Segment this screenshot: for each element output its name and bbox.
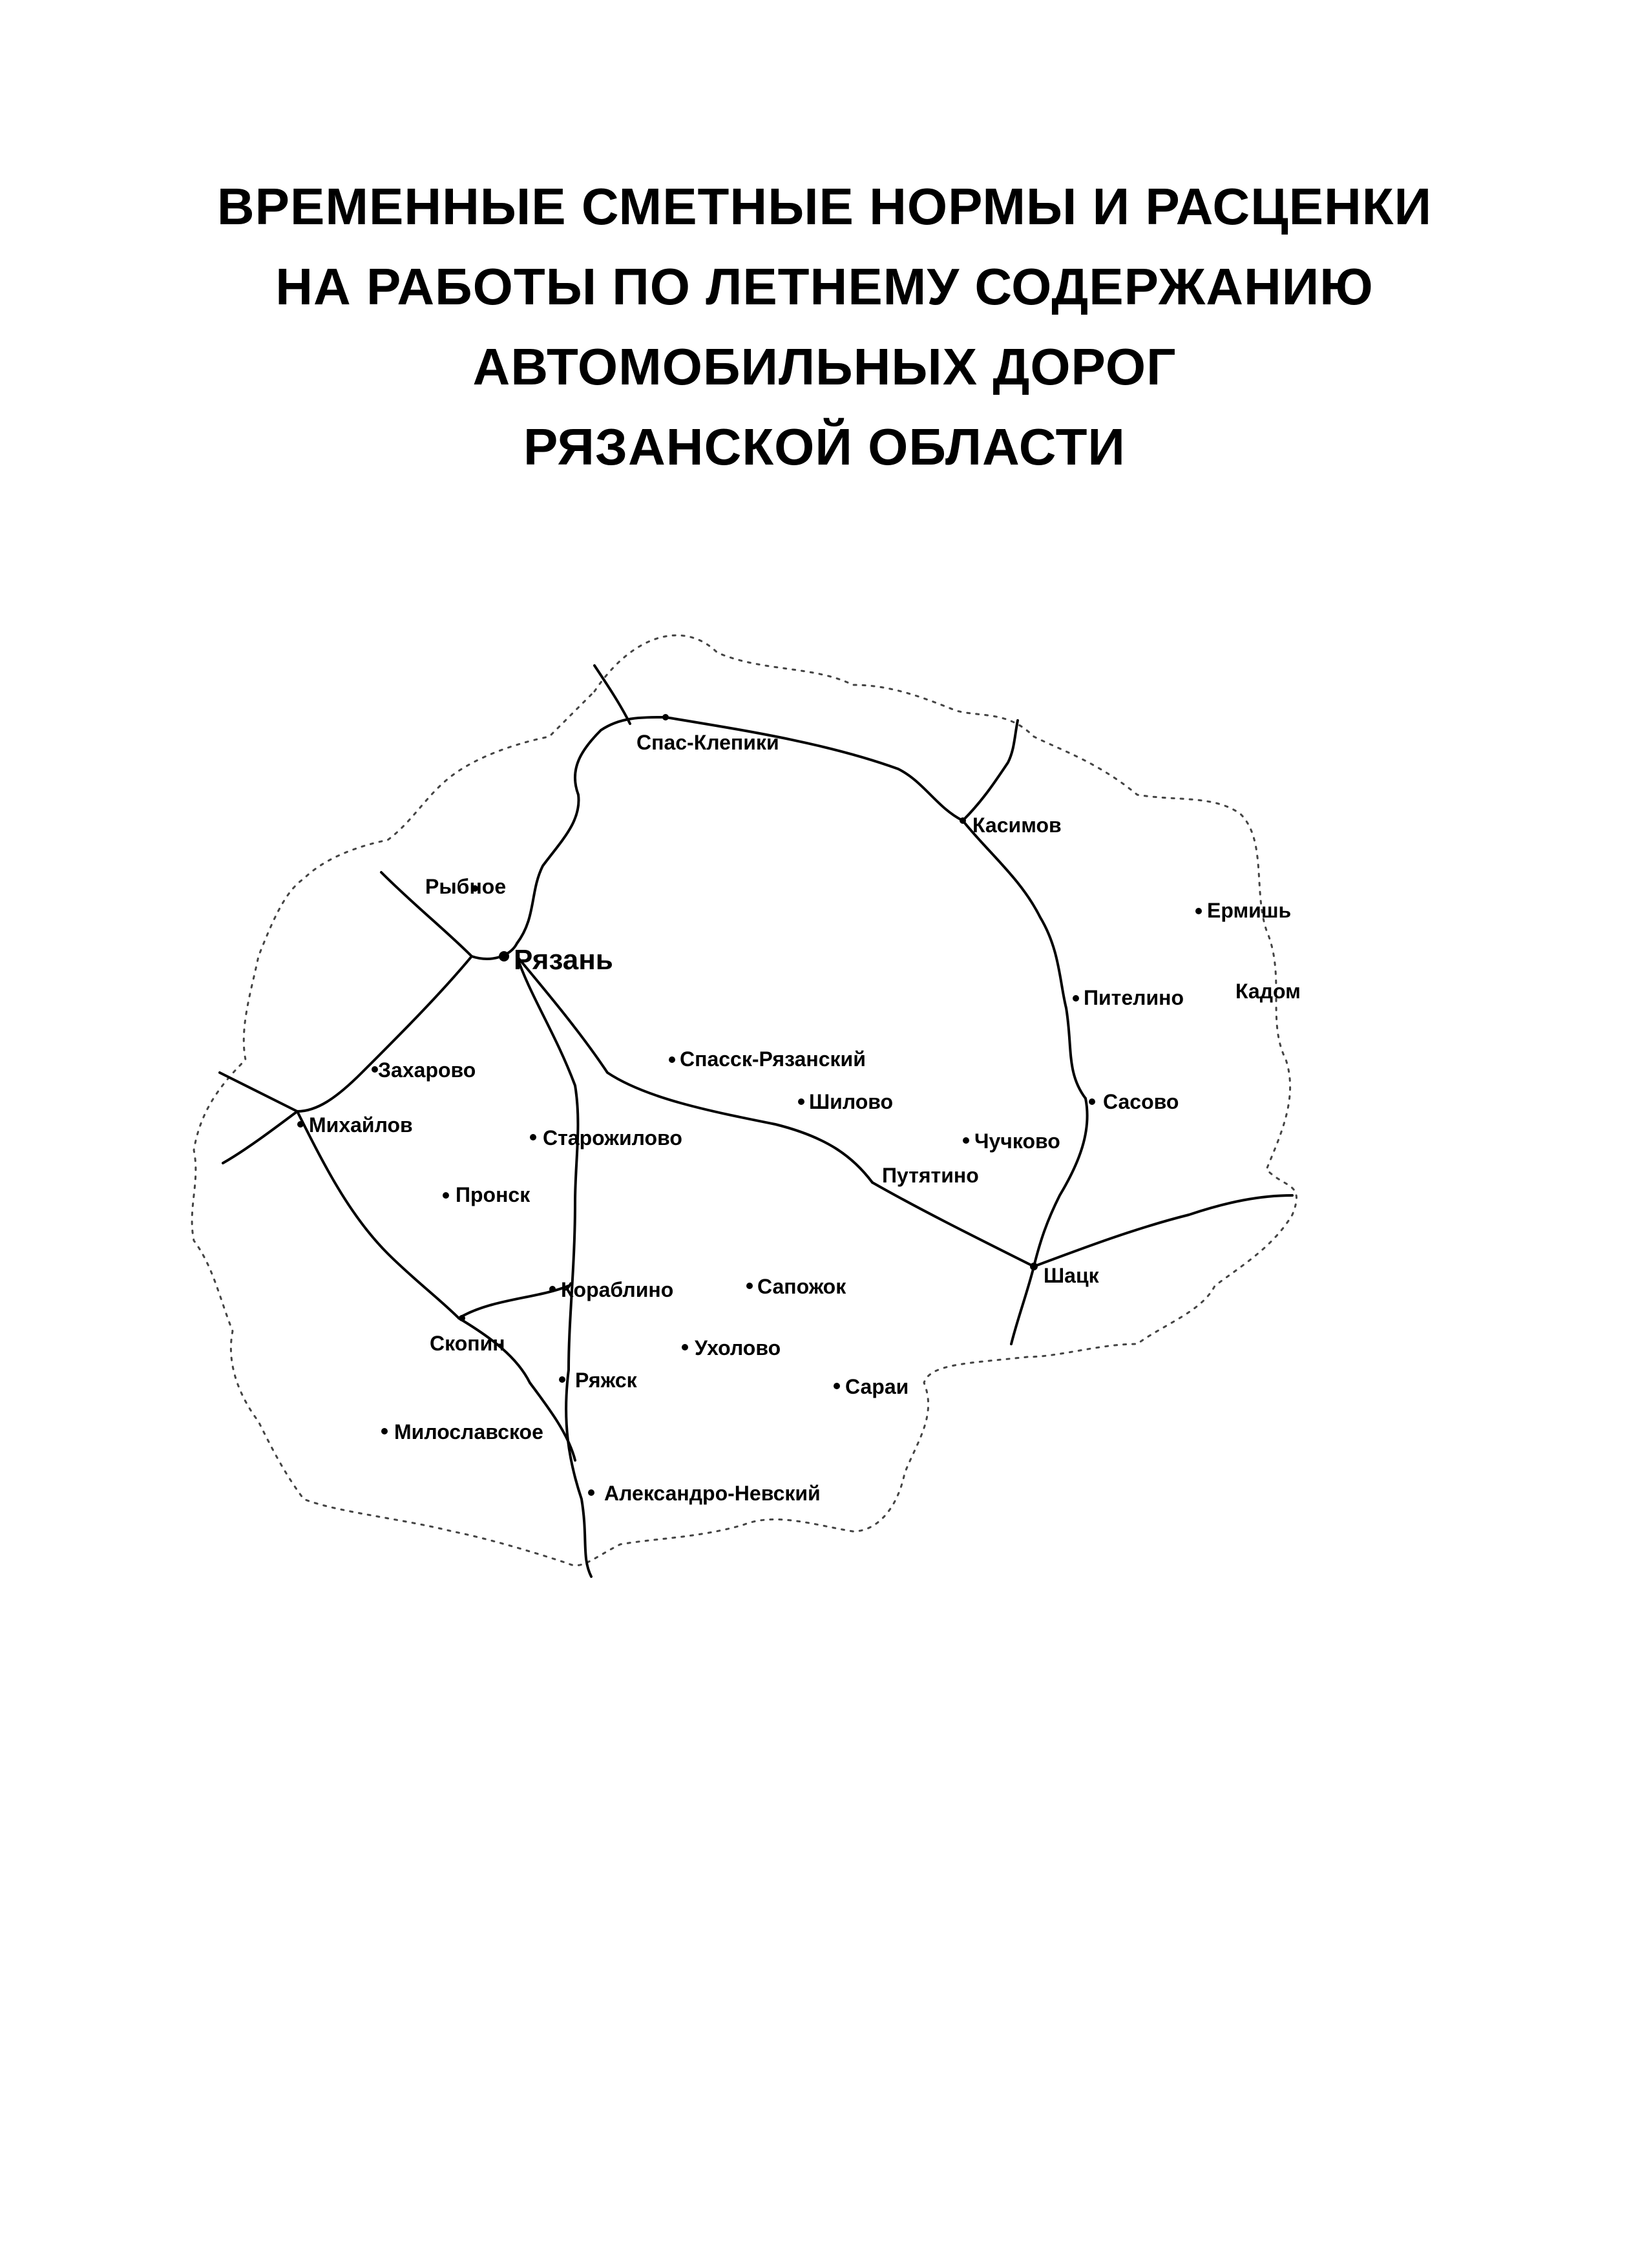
road-kasimov-north xyxy=(963,720,1018,821)
city-dot-sapozhok xyxy=(746,1283,753,1289)
city-dot-shatsk xyxy=(1030,1263,1038,1270)
city-dot-pitelino xyxy=(1073,995,1079,1002)
city-label-sarai: Сараи xyxy=(845,1375,909,1398)
title-line-1: ВРЕМЕННЫЕ СМЕТНЫЕ НОРМЫ И РАСЦЕНКИ xyxy=(216,178,1433,235)
city-label-pronsk: Пронск xyxy=(456,1183,530,1206)
city-dot-sasovo xyxy=(1089,1098,1095,1105)
city-dot-miloslavskoe xyxy=(381,1428,388,1434)
city-label-putyatino: Путятино xyxy=(882,1164,979,1187)
city-dot-spassk-ryazansky xyxy=(669,1056,675,1063)
city-labels xyxy=(309,731,1301,1505)
road-shilovo-shatsk xyxy=(872,1182,1034,1266)
city-label-kadom: Кадом xyxy=(1235,980,1301,1003)
title-line-3: АВТОМОБИЛЬНЫХ ДОРОГ xyxy=(472,338,1177,395)
city-dot-zakharovo xyxy=(372,1066,378,1073)
city-label-shatsk: Шацк xyxy=(1044,1264,1099,1287)
city-dot-skopin xyxy=(459,1315,465,1321)
road-sasovo-shatsk xyxy=(1034,1098,1087,1266)
road-mikhailov-skopin xyxy=(297,1111,459,1318)
road-north-spur xyxy=(594,666,630,724)
road-shatsk-east xyxy=(1034,1195,1292,1266)
city-label-aleksandro-nevsky: Александро-Невский xyxy=(604,1482,821,1505)
city-label-ermish: Ермишь xyxy=(1207,899,1292,922)
road-ryazan-mikhailov xyxy=(297,956,472,1111)
road-mikhailov-west xyxy=(220,1073,297,1111)
road-shatsk-south xyxy=(1011,1266,1034,1344)
city-dot-pronsk xyxy=(443,1192,449,1199)
city-dot-sarai xyxy=(834,1383,840,1389)
road-kasimov-sasovo xyxy=(963,821,1086,1098)
city-label-ukholovo: Ухолово xyxy=(695,1336,781,1360)
city-label-miloslavskoe: Милославское xyxy=(394,1420,543,1444)
road-mikhailov-southwest xyxy=(223,1111,297,1163)
city-label-sasovo: Сасово xyxy=(1103,1090,1179,1113)
city-label-chuchkovo: Чучково xyxy=(974,1129,1060,1153)
city-label-spassk-ryazansky: Спасск-Рязанский xyxy=(680,1047,866,1071)
city-dot-ryazan xyxy=(499,951,509,961)
city-label-spas-klepiki: Спас-Клепики xyxy=(636,731,779,754)
city-label-ryazan: Рязань xyxy=(514,944,613,976)
city-dot-starozhilovo xyxy=(530,1134,536,1140)
city-label-mikhailov: Михайлов xyxy=(309,1113,413,1137)
city-label-skopin: Скопин xyxy=(430,1332,505,1355)
city-dot-spas-klepiki xyxy=(662,714,669,720)
city-dot-kasimov xyxy=(960,817,966,824)
city-dot-chuchkovo xyxy=(963,1137,969,1144)
city-dot-ryazhsk xyxy=(559,1376,565,1383)
city-markers xyxy=(297,714,1202,1496)
title-line-2: НА РАБОТЫ ПО ЛЕТНЕМУ СОДЕРЖАНИЮ xyxy=(275,258,1374,315)
city-dot-ukholovo xyxy=(682,1344,688,1350)
city-label-pitelino: Пителино xyxy=(1084,986,1184,1009)
city-dot-korablino xyxy=(549,1286,556,1292)
city-label-shilovo: Шилово xyxy=(809,1090,894,1113)
city-dot-mikhailov xyxy=(297,1121,304,1128)
city-dot-ermish xyxy=(1195,908,1202,914)
city-dot-aleksandro-nevsky xyxy=(588,1489,594,1496)
city-label-korablino: Кораблино xyxy=(561,1278,674,1301)
city-label-ryazhsk: Ряжск xyxy=(575,1369,637,1392)
city-dot-shilovo xyxy=(798,1098,804,1105)
city-label-sapozhok: Сапожок xyxy=(757,1275,846,1298)
city-label-zakharovo: Захарово xyxy=(378,1058,476,1082)
title-line-4: РЯЗАНСКОЙ ОБЛАСТИ xyxy=(523,418,1126,476)
city-label-rybnoe: Рыбное xyxy=(425,875,507,898)
city-label-starozhilovo: Старожилово xyxy=(543,1126,682,1150)
city-label-kasimov: Касимов xyxy=(972,814,1062,837)
